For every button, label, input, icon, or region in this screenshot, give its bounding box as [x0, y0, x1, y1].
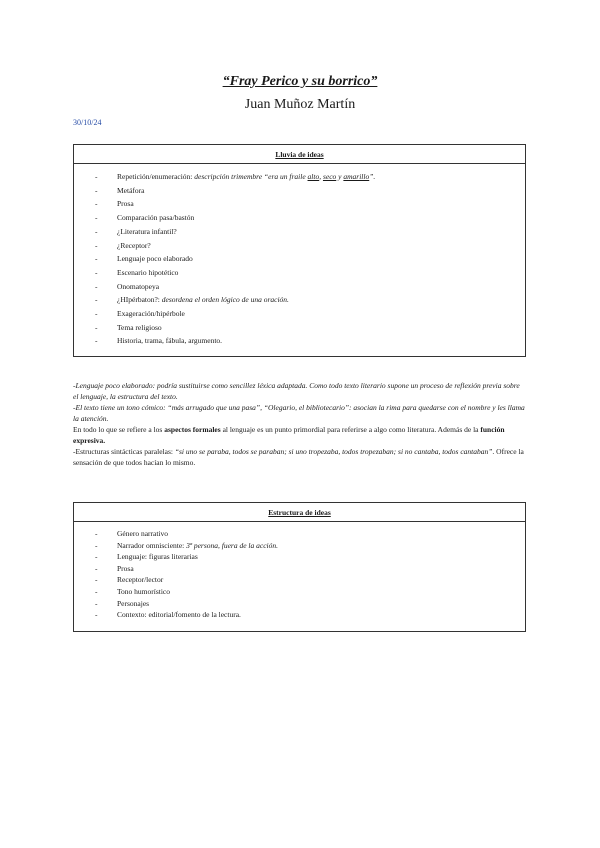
- lluvia-heading: Lluvia de ideas: [74, 145, 525, 164]
- list-item: - Historia, trama, fábula, argumento.: [74, 334, 525, 348]
- list-item: - Metáfora: [74, 184, 525, 198]
- list-item: - Lenguaje poco elaborado: [74, 252, 525, 266]
- document-date: 30/10/24: [73, 118, 102, 127]
- underlined-word: alto: [307, 172, 320, 181]
- list-item: [74, 170, 525, 184]
- list-item: [74, 540, 525, 552]
- list-item: [74, 293, 525, 307]
- item-text: ¿HIpérbaton?:: [117, 295, 162, 305]
- note-paragraph: -Lenguaje poco elaborado: podría sustituirse como sencillez léxica adaptada. Como todo texto literario supone un proceso de reflexión previa sobre el lenguaje, la estructura del texto.: [73, 381, 520, 401]
- estructura-list: [74, 522, 525, 621]
- list-item: - Onomatopeya: [74, 280, 525, 294]
- list-item: - Comparación pasa/bastón: [74, 211, 525, 225]
- separator: y: [336, 172, 344, 181]
- note-text: . Ofrece la sensación de que todos hacían lo mismo.: [73, 447, 524, 467]
- list-item: - ¿Receptor?: [74, 239, 525, 253]
- lluvia-de-ideas-box: [73, 144, 526, 357]
- underlined-word: amarillo: [343, 172, 370, 181]
- list-item: - Lenguaje: figuras literarias: [74, 551, 525, 563]
- list-item: - Receptor/lector: [74, 574, 525, 586]
- estructura-heading: Estructura de ideas: [74, 503, 525, 522]
- list-item: - Tema religioso: [74, 321, 525, 335]
- list-item: - Escenario hipotético: [74, 266, 525, 280]
- item-italic: desordena el orden lógico de una oración.: [161, 295, 289, 305]
- document-title: “Fray Perico y su borrico”: [222, 74, 378, 89]
- list-item: - Prosa: [74, 563, 525, 575]
- note-paragraph: [73, 446, 526, 468]
- note-bold: función expresiva.: [73, 425, 505, 445]
- author-name: Juan Muñoz Martín: [244, 97, 356, 112]
- note-paragraph: [73, 424, 526, 446]
- list-item: - ¿Literatura infantil?: [74, 225, 525, 239]
- item-text: Repetición/enumeración:: [117, 172, 195, 181]
- list-item: - Género narrativo: [74, 528, 525, 540]
- list-item: - Contexto: editorial/fomento de la lectura.: [74, 609, 525, 621]
- item-end: ”.: [369, 172, 376, 181]
- estructura-de-ideas-box: [73, 502, 526, 632]
- note-bold: aspectos formales: [164, 425, 221, 434]
- notes-section: [73, 380, 526, 468]
- lluvia-list: [74, 164, 525, 348]
- note-text: En todo lo que se refiere a los: [73, 425, 165, 434]
- list-item: - Tono humorístico: [74, 586, 525, 598]
- item-text: Narrador omnisciente:: [117, 540, 187, 550]
- list-item: - Personajes: [74, 598, 525, 610]
- underlined-word: seco: [322, 172, 337, 181]
- note-text: al lenguaje es un punto primordial para referirse a algo como literatura. Además de la: [220, 425, 481, 434]
- list-item: - Exageración/hipérbole: [74, 307, 525, 321]
- note-italic: “si uno se paraba, todos se paraban; si uno tropezaba, todos tropezaban; si no cantaba, todos cantaban”: [174, 447, 493, 456]
- item-italic: descripción trimembre “era un fraile: [194, 172, 308, 181]
- note-paragraph: -El texto tiene un tono cómico: “más arrugado que una pasa”, “Olegario, el bibliotecario”: asocian la rima para quedarse con el nombre y les llama la atención.: [73, 403, 525, 423]
- list-item: - Prosa: [74, 197, 525, 211]
- note-text: -Estructuras sintácticas paralelas:: [73, 447, 175, 456]
- item-italic: 3ª persona, fuera de la acción.: [186, 540, 278, 550]
- separator: ,: [319, 172, 323, 181]
